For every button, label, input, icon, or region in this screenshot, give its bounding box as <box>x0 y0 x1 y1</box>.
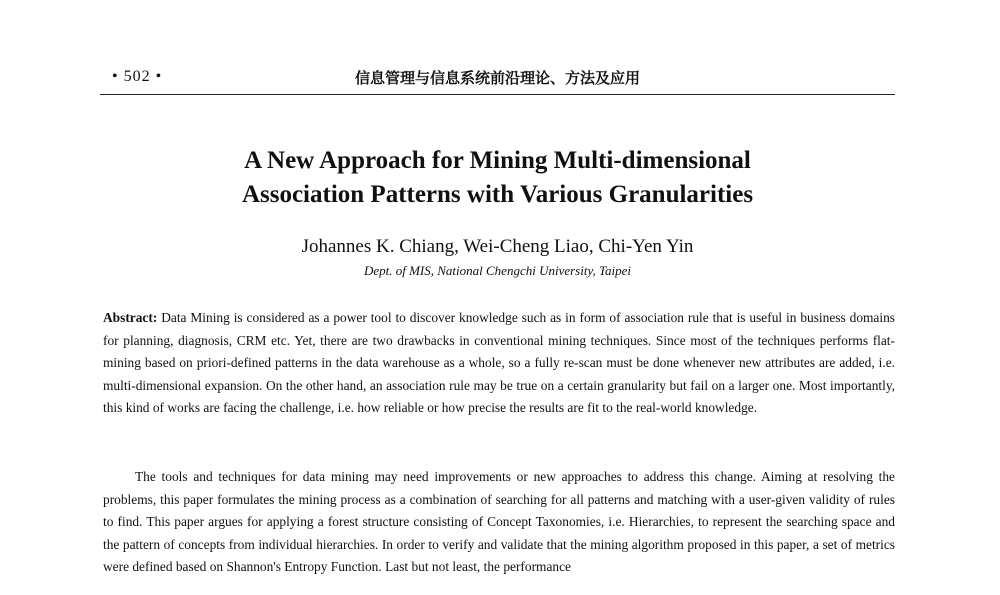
abstract-label: Abstract: <box>103 310 158 325</box>
authors: Johannes K. Chiang, Wei-Cheng Liao, Chi-Yen Yin <box>301 236 694 257</box>
affiliation: Dept. of MIS, National Chengchi University, Taipei <box>363 263 632 278</box>
journal-title: 信息管理与信息系统前沿理论、方法及应用 <box>354 69 640 87</box>
paper-title-line-1: A New Approach for Mining Multi-dimensional <box>244 147 751 174</box>
abstract-text: Data Mining is considered as a power tool to discover knowledge such as in form of association rule that is useful in business domains for planning, diagnosis, CRM etc. Yet, there are two drawbacks in conventional mining techniques. Since most of the techniques performs flat-mining based on priori-defined patterns in the data warehouse as a whole, so a fully re-scan must be done whenever new attributes are added, i.e. multi-dimensional expansion. On the other hand, an association rule may be true on a certain granularity but fail on a larger one. Most importantly, this kind of works are facing the challenge, i.e. how reliable or how precise the results are fit to the real-world knowledge. <box>103 310 895 416</box>
running-header <box>100 62 895 95</box>
abstract <box>103 307 895 420</box>
body-paragraph: The tools and techniques for data mining may need improvements or new approaches to address this change. Aiming at resolving the problems, this paper formulates the mining process as a combination of searching for all patterns and matching with a user-given validity of rules to find. This paper argues for applying a forest structure consisting of Concept Taxonomies, i.e. Hierarchies, to represent the searching space and the pattern of concepts from individual hierarchies. In order to verify and validate that the mining algorithm proposed in this paper, a set of metrics were defined based on Shannon's Entropy Function. Last but not least, the performance <box>103 469 895 575</box>
paper-title <box>100 144 895 212</box>
paper-title-line-2: Association Patterns with Various Granularities <box>241 181 754 208</box>
page-number: • 502 • <box>112 68 163 85</box>
